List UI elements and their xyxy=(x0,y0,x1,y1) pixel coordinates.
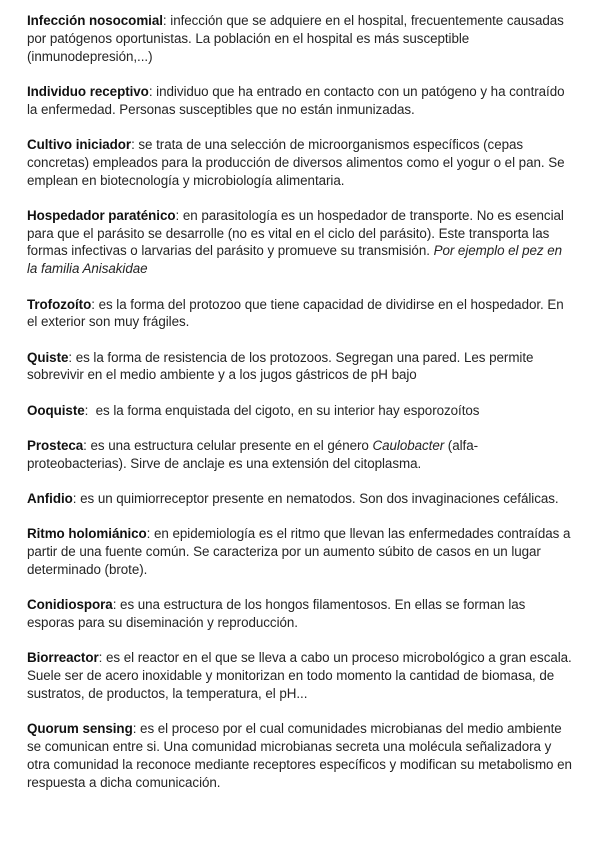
term-separator: : xyxy=(148,83,157,99)
term-label: Infección nosocomial xyxy=(27,13,163,28)
entry-biorreactor xyxy=(27,649,575,702)
term-label: Hospedador paraténico xyxy=(27,207,176,223)
term-separator: : xyxy=(83,438,91,454)
entry-trofozoito xyxy=(27,296,575,332)
entry-conidiospora xyxy=(27,596,575,632)
term-label: Conidiospora xyxy=(27,597,113,613)
term-label: Ooquiste xyxy=(27,402,85,418)
term-label: Quiste xyxy=(27,349,69,365)
term-separator: : xyxy=(131,136,139,152)
entry-cultivo-iniciador xyxy=(27,136,575,189)
definition-text: es una estructura celular presente en el género xyxy=(90,438,373,454)
term-label: Anfidio xyxy=(27,491,73,507)
definition-text: se trata de una selección de microorganismos específicos (cepas concretas) empleados para la producción de diversos alimentos como el yogur o el pan. Se emplean en biotecnología y microbiología alimentaria. xyxy=(27,136,565,188)
term-label: Ritmo holomiánico xyxy=(27,526,147,542)
definition-text: es la forma enquistada del cigoto, en su interior hay esporozoítos xyxy=(95,402,480,418)
term-separator: : xyxy=(162,13,171,28)
term-separator: : xyxy=(84,402,96,418)
term-label: Trofozoíto xyxy=(27,296,92,312)
term-separator: : xyxy=(146,526,155,542)
entry-ooquiste xyxy=(27,402,575,420)
definition-text-continued: (alfa-proteobacterias). Sirve de anclaje es una extensión del citoplasma. xyxy=(27,438,479,471)
entry-ritmo-holomianico xyxy=(27,525,575,578)
entry-prosteca xyxy=(27,437,575,473)
definition-text: es el reactor en el que se lleva a cabo un proceso microbológico a gran escala. Suele ser de acero inoxidable y monitorizan en todo momento la cantidad de biomasa, de sustratos, de productos, la temperatura, el pH... xyxy=(27,650,572,702)
term-separator: : xyxy=(112,597,121,613)
term-label: Biorreactor xyxy=(27,650,99,666)
term-label: Prosteca xyxy=(27,438,84,454)
definition-text: en parasitología es un hospedador de transporte. No es esencial para que el parásito se desarrolle (no es vital en el ciclo del parásito). Este transporta las formas infectivas o larvarias del parásito y promueve su transmisión. xyxy=(27,207,564,259)
entry-anfidio xyxy=(27,490,575,508)
entry-infeccion-nosocomial xyxy=(27,12,575,65)
term-separator: : xyxy=(132,721,141,737)
term-label: Cultivo iniciador xyxy=(27,136,132,152)
document-page xyxy=(27,12,575,809)
definition-example-italic: Por ejemplo el pez en la familia Anisakidae xyxy=(27,243,563,277)
term-label: Individuo receptivo xyxy=(27,83,149,99)
entry-quorum-sensing xyxy=(27,720,575,791)
definition-text: infección que se adquiere en el hospital, frecuentemente causadas por patógenos oportunistas. La población en el hospital es más susceptible (inmunodepresión,...) xyxy=(27,13,564,64)
term-separator: : xyxy=(98,650,106,666)
entry-individuo-receptivo xyxy=(27,83,575,119)
definition-text: individuo que ha entrado en contacto con un patógeno y ha contraído la enfermedad. Personas susceptibles que no están inmunizadas. xyxy=(27,83,565,117)
definition-text: es una estructura de los hongos filamentosos. En ellas se forman las esporas para su diseminación y reproducción. xyxy=(27,597,526,631)
definition-text: en epidemiología es el ritmo que llevan las enfermedades contraídas a partir de una fuente común. Se caracteriza por un aumento súbito de casos en un lugar determinado (brote). xyxy=(27,526,571,578)
definition-text: es el proceso por el cual comunidades microbianas del medio ambiente se comunican entre si. Una comunidad microbianas secreta una molécula señalizadora y otra comunidad la reconoce mediante receptores específicos y modifican su metabolismo en respuesta a dicha comunicación. xyxy=(27,721,572,790)
definition-text: es la forma del protozoo que tiene capacidad de dividirse en el hospedador. En el exterior son muy frágiles. xyxy=(27,296,564,330)
term-separator: : xyxy=(68,349,76,365)
definition-text: es la forma de resistencia de los protozoos. Segregan una pared. Les permite sobrevivir en el medio ambiente y a los jugos gástricos de pH bajo xyxy=(27,349,534,383)
definition-text: es un quimiorreceptor presente en nematodos. Son dos invaginaciones cefálicas. xyxy=(80,491,559,507)
genus-name-italic: Caulobacter xyxy=(372,438,445,454)
term-separator: : xyxy=(175,207,183,223)
term-separator: : xyxy=(91,296,99,312)
term-label: Quorum sensing xyxy=(27,721,133,737)
entry-hospedador-paratenico xyxy=(27,207,575,278)
entry-quiste xyxy=(27,349,575,385)
term-separator: : xyxy=(72,491,81,507)
